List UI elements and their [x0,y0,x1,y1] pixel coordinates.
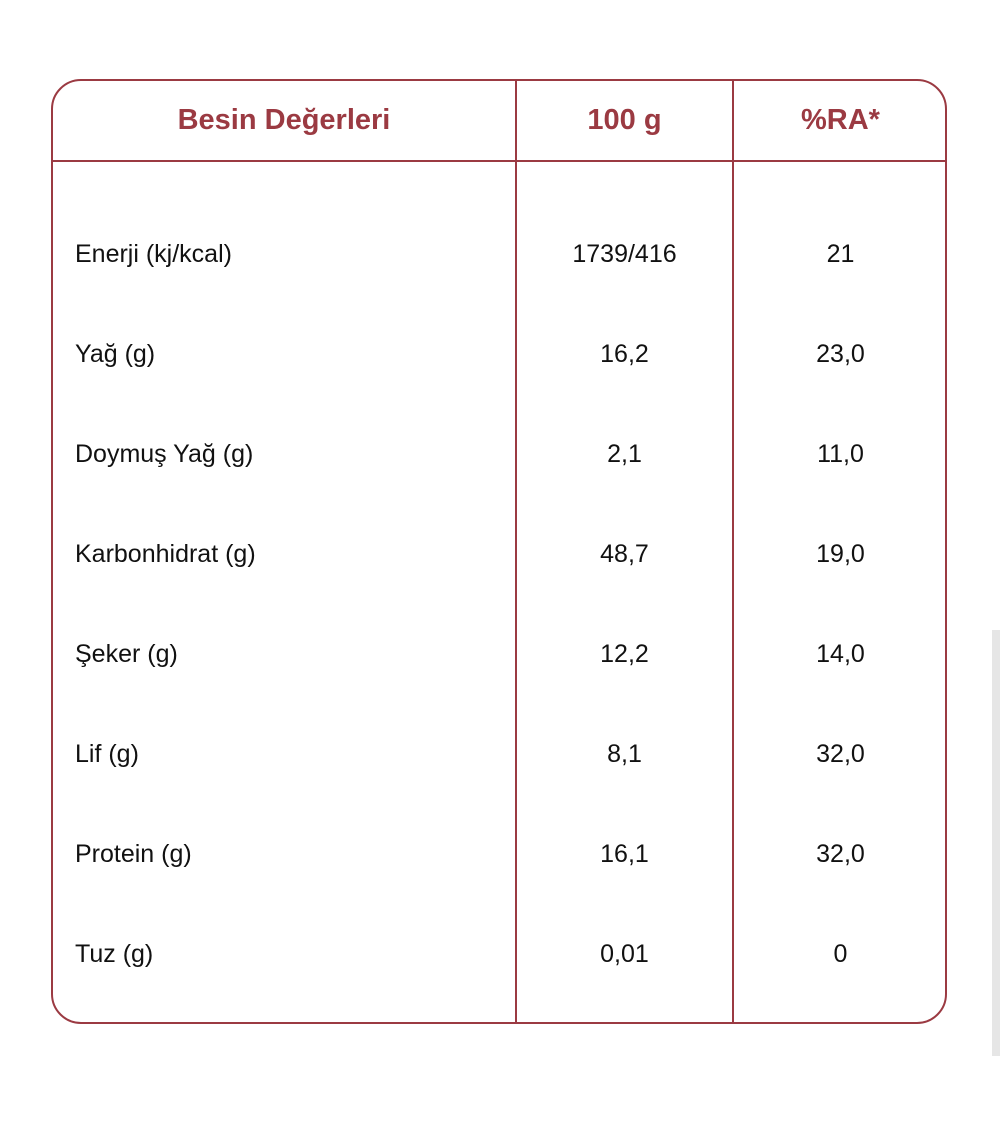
table-row [53,524,945,584]
nutrient-per-100g: 12,2 [600,639,649,668]
nutrient-per-100g: 0,01 [600,939,649,968]
header-divider [53,160,945,162]
header-nutrient: Besin Değerleri [177,104,391,136]
nutrient-name: Doymuş Yağ (g) [75,439,254,468]
nutrient-ra: 11,0 [817,439,864,468]
nutrient-ra: 19,0 [816,539,865,568]
nutrient-name: Protein (g) [75,839,192,868]
nutrient-per-100g: 2,1 [607,439,642,468]
nutrient-ra: 32,0 [816,839,865,868]
nutrient-per-100g: 16,1 [600,839,649,868]
table-row [53,724,945,784]
nutrient-name: Yağ (g) [75,339,156,368]
scrollbar[interactable] [992,630,1000,1056]
nutrition-table [51,79,947,1024]
table-row [53,924,945,984]
nutrient-name: Enerji (kj/kcal) [75,239,232,268]
nutrient-ra: 21 [826,239,855,268]
table-row [53,824,945,884]
nutrient-ra: 32,0 [816,739,865,768]
nutrient-per-100g: 8,1 [607,739,642,768]
nutrient-name: Şeker (g) [75,639,178,668]
table-row [53,224,945,284]
table-row [53,624,945,684]
header-per-100g: 100 g [587,104,662,136]
nutrient-ra: 0 [833,939,848,968]
nutrient-ra: 23,0 [816,339,865,368]
nutrient-ra: 14,0 [816,639,865,668]
nutrient-name: Lif (g) [75,739,139,768]
nutrient-name: Tuz (g) [75,939,154,968]
nutrient-per-100g: 48,7 [600,539,649,568]
table-row [53,324,945,384]
table-row [53,424,945,484]
nutrient-per-100g: 16,2 [600,339,649,368]
header-ra: %RA* [801,104,880,136]
nutrient-per-100g: 1739/416 [572,239,677,268]
nutrient-name: Karbonhidrat (g) [75,539,256,568]
